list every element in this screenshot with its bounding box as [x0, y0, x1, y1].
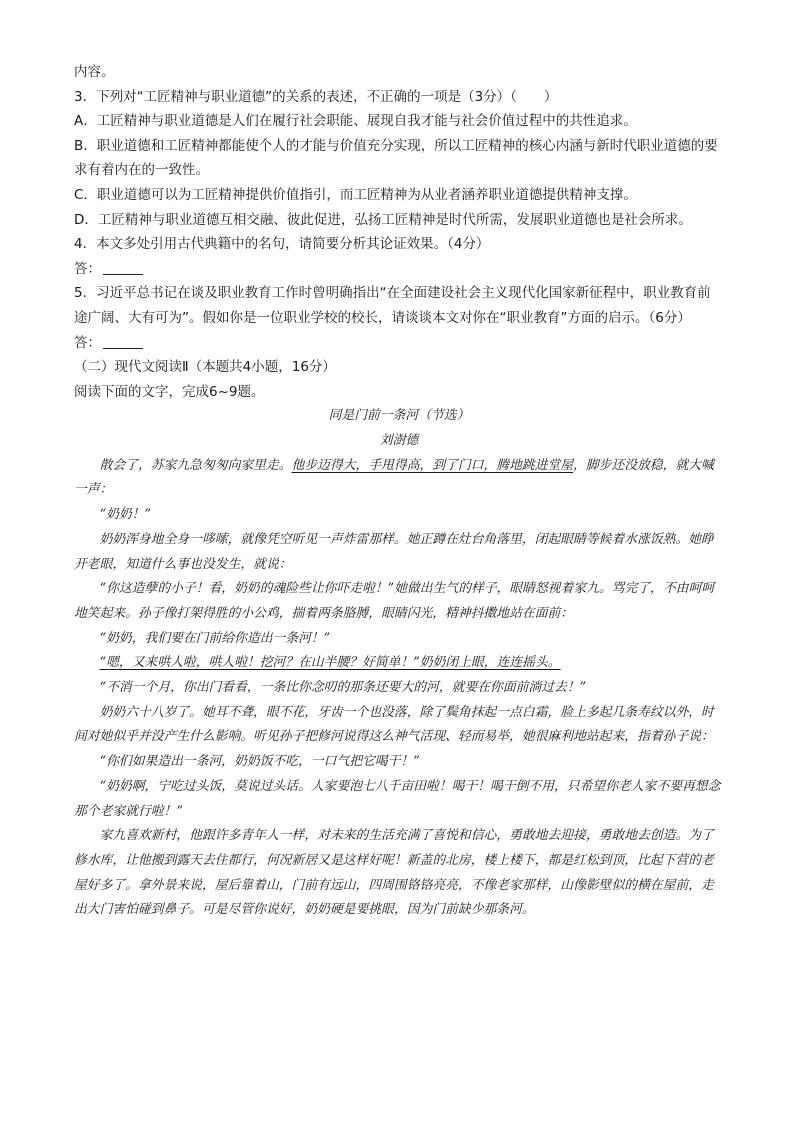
- paragraph: “奶奶，我们要在门前给你造出一条河！”: [99, 630, 331, 646]
- underlined-sentence: 他步迈得大，手甩得高，到了门口，腾地跳进堂屋: [291, 457, 574, 473]
- option-a: A．工匠精神与职业道德是人们在履行社会职能、展现自我才能与社会价值过程中的共性追求。: [74, 113, 637, 130]
- story-title: 同是门前一条河（节选）: [328, 408, 470, 424]
- answer-label: 答：: [74, 260, 101, 277]
- answer-label: 答：: [74, 334, 101, 351]
- question-block: [74, 60, 724, 404]
- paragraph: “奶奶啊，宁吃过头饭，莫说过头话。人家要泡七八千亩田啦！喝干！喝干倒不用，只希望你老人家不要再想念那个老家就行啦！”: [74, 778, 721, 819]
- underlined-paragraph: “嗯，又来哄人啦，哄人啦！挖河？在山半腰？好简单！”奶奶闭上眼，连连摇头。: [99, 655, 561, 671]
- answer-blank[interactable]: [103, 260, 143, 275]
- text-span: ，脚步还没放稳，就大喊一声：: [74, 457, 714, 498]
- answer-blank[interactable]: [103, 334, 143, 349]
- option-d: D．工匠精神与职业道德互相交融、彼此促进，弘扬工匠精神是时代所需，发展职业道德也是社会所求。: [74, 211, 692, 228]
- text-span: 散会了，苏家九急匆匆向家里走。: [99, 457, 292, 473]
- paragraph: [74, 454, 724, 503]
- answer-line-4: [74, 257, 724, 282]
- question-4: 4．本文多处引用古代典籍中的名句，请简要分析其论证效果。（4分）: [74, 236, 490, 253]
- paragraph: 奶奶浑身地全身一哆嗦，就像凭空听见一声炸雷那样。她正蹲在灶台角落里，闭起眼睛等候着水涨饭熟。她睁开老眼，知道什么事也没发生，就说：: [74, 531, 714, 572]
- section-heading: （二）现代文阅读Ⅱ（本题共4小题，16分）: [74, 359, 336, 376]
- option-b: B．职业道德和工匠精神都能使个人的才能与价值充分实现，所以工匠精神的核心内涵与新时代职业道德的要求有着内在的一致性。: [74, 137, 718, 179]
- story-author: 刘澍德: [379, 433, 419, 449]
- paragraph: “你们如果造出一条河，奶奶饭不吃，一口气把它喝干！”: [99, 754, 420, 770]
- paragraph: “不消一个月，你出门看看，一条比你念叨的那条还要大的河，就要在你面前淌过去！”: [99, 680, 587, 696]
- question-3: 3．下列对“工匠精神与职业道德”的关系的表述，不正确的一项是（3分）（ ）: [74, 88, 558, 105]
- question-5: 5．习近平总书记在谈及职业教育工作时曾明确指出“在全面建设社会主义现代化国家新征程中，职业教育前途广阔、大有可为”。假如你是一位职业学校的校长，请谈谈本文对你在“职业教育”方面的启示。（6分）: [74, 285, 711, 326]
- instruction: 阅读下面的文字，完成6~9题。: [74, 383, 265, 400]
- paragraph: “奶奶！”: [99, 507, 152, 523]
- option-c: C．职业道德可以为工匠精神提供价值指引，而工匠精神为从业者涵养职业道德提供精神支撑。: [74, 186, 637, 203]
- paragraph: 家九喜欢新村，他跟许多青年人一样，对未来的生活充满了喜悦和信心，勇敢地去迎接，勇敢地去创造。为了修水库，让他搬到露天去住都行，何况新居又是这样好呢！新盖的北房，楼上楼下，都是红松到顶，比起下营的老屋好多了。拿外景来说，屋后靠着山，门前有远山，四周围铬铬亮亮，不像老家那样，山像影壁似的横在屋前，走出大门害怕碰到鼻子。可是尽管你说好，奶奶硬是要挑眼，因为门前缺少那条河。: [74, 828, 714, 918]
- story-passage: [74, 404, 724, 923]
- text-line: 内容。: [74, 64, 115, 80]
- answer-line-5: [74, 331, 724, 356]
- paragraph: 奶奶六十八岁了。她耳不聋，眼不花，牙齿一个也没落，除了鬓角抹起一点白霜，脸上多起几条寿纹以外，时间对她似乎并没产生什么影响。听见孙子把修河说得这么神气活现、轻而易举，她很麻利地站起来，指着孙子说：: [74, 704, 714, 745]
- paragraph: “你这造孽的小子！看，奶奶的魂险些让你吓走啦！”她做出生气的样子，眼睛怒视着家九。骂完了，不由呵呵地笑起来。孙子像打架得胜的小公鸡，揣着两条胳膊，眼睛闪光，精神抖擞地站在面前：: [74, 581, 715, 621]
